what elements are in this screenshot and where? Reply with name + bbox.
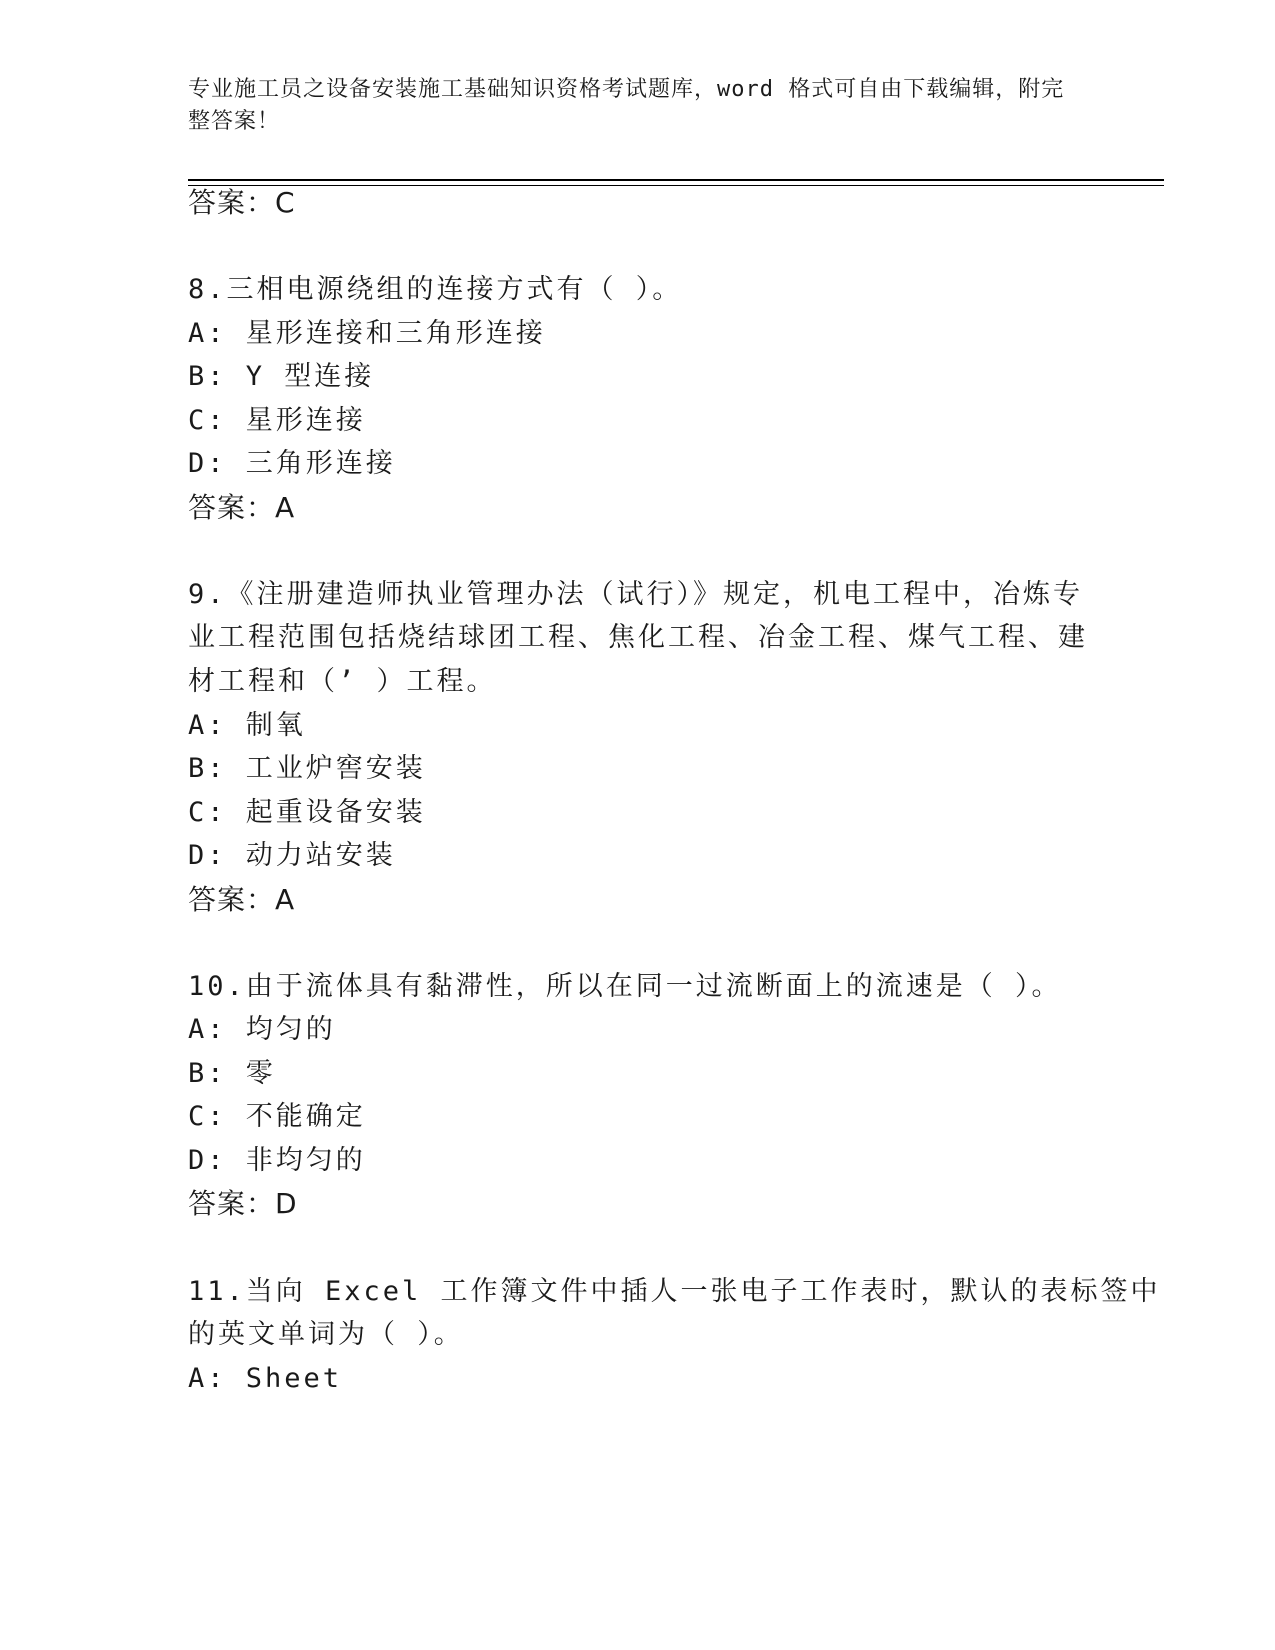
option-a: A: 均匀的	[188, 1014, 336, 1045]
question-stem: 的英文单词为（ ）。	[188, 1319, 464, 1350]
question-stem: 11.当向 Excel 工作簿文件中插人一张电子工作表时，默认的表标签中	[188, 1276, 1161, 1307]
answer-line: 答案：C	[188, 186, 296, 219]
option-c: C: 星形连接	[188, 405, 366, 436]
option-b: B: 零	[188, 1058, 276, 1089]
option-b: B: Y 型连接	[188, 361, 375, 392]
option-c: C: 起重设备安装	[188, 797, 426, 828]
option-b: B: 工业炉窖安装	[188, 753, 426, 784]
header-rule-thin	[188, 185, 1164, 186]
answer-line: 答案：A	[188, 883, 296, 916]
question-stem: 材工程和（’ ）工程。	[188, 666, 497, 697]
option-a: A: 制氧	[188, 710, 306, 741]
answer-line: 答案：D	[188, 1187, 298, 1220]
question-stem: 10.由于流体具有黏滞性，所以在同一过流断面上的流速是（ ）。	[188, 971, 1062, 1002]
question-stem: 业工程范围包括烧结球团工程、焦化工程、冶金工程、煤气工程、建	[188, 622, 1088, 653]
option-c: C: 不能确定	[188, 1101, 366, 1132]
question-stem: 8.三相电源绕组的连接方式有（ ）。	[188, 274, 683, 305]
option-a: A: 星形连接和三角形连接	[188, 318, 546, 349]
header-rule-thick	[188, 179, 1164, 181]
option-d: D: 动力站安装	[188, 840, 396, 871]
answer-line: 答案：A	[188, 491, 296, 524]
option-d: D: 非均匀的	[188, 1145, 366, 1176]
question-stem: 9.《注册建造师执业管理办法（试行）》规定，机电工程中，冶炼专	[188, 579, 1084, 610]
page-header: 专业施工员之设备安装施工基础知识资格考试题库，word 格式可自由下载编辑，附完整答案！	[188, 77, 1065, 134]
option-a: A: Sheet	[188, 1363, 343, 1394]
option-d: D: 三角形连接	[188, 448, 396, 479]
